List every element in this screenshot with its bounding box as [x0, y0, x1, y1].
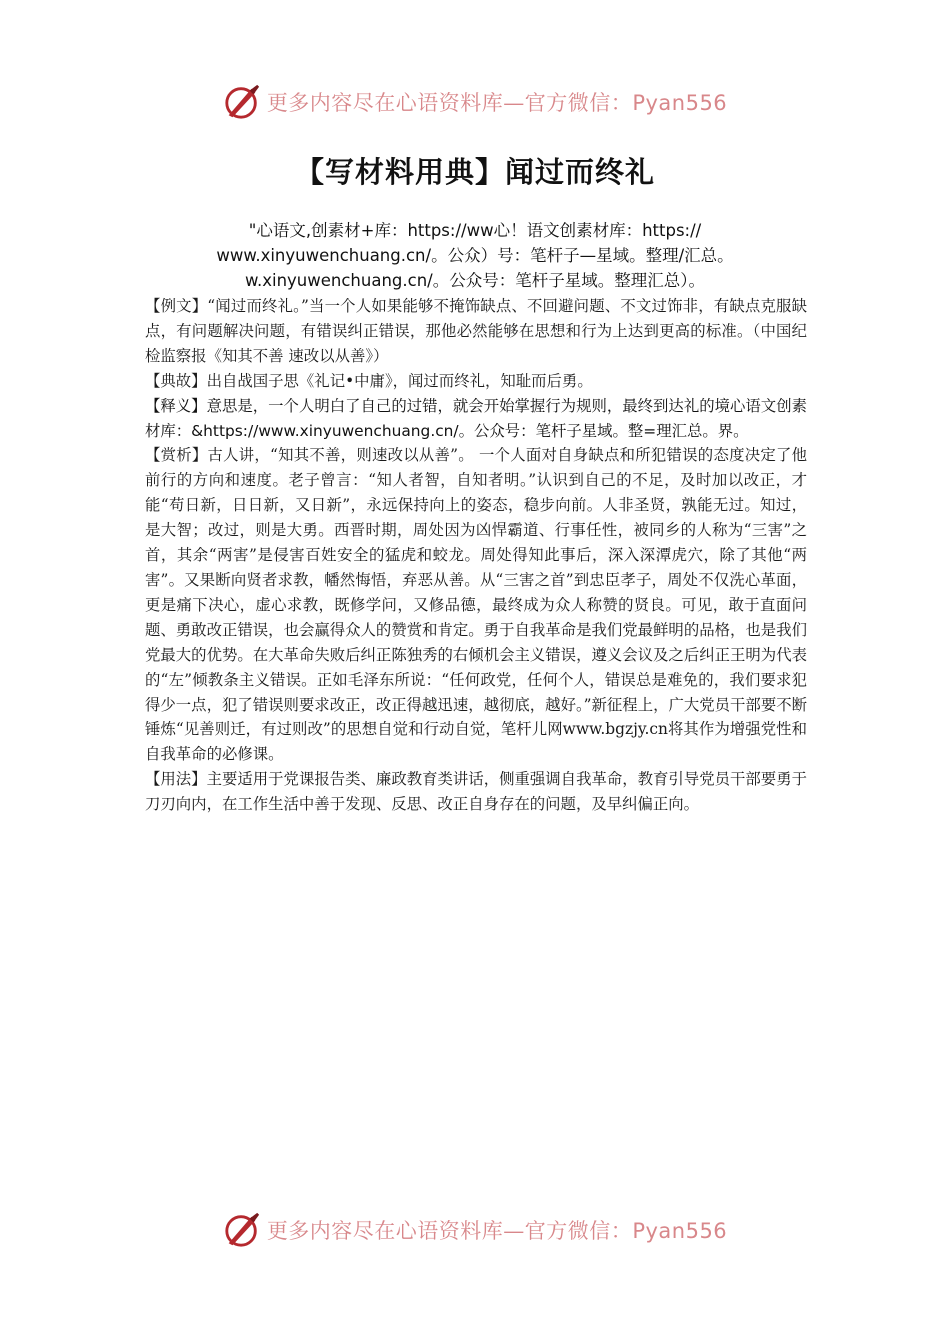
page-title: 【写材料用典】闻过而终礼 — [294, 155, 655, 189]
banner-label: 更多内容尽在心语资料库—官方微信： — [266, 91, 633, 115]
source-paragraph: 【典故】出自战国子思《礼记•中庸》，闻过而终礼，知耻而后勇。 — [145, 371, 593, 390]
wechat-id: Pyan556 — [632, 91, 728, 115]
meaning-paragraph: 【释义】意思是，一个人明白了自己的过错，就会开始掌握行为规则，最终到达礼的境心语文创素材库：&https://www.xinyuwenchuang.cn/。公众号：笔杆子星域。整=理汇总。界。 — [145, 396, 807, 440]
banner-text — [267, 1215, 727, 1245]
pen-logo-icon — [223, 1211, 261, 1249]
usage-paragraph: 【用法】主要适用于党课报告类、廉政教育类讲话，侧重强调自我革命，教育引导党员干部要勇于刀刃向内，在工作生活中善于发现、反思、改正自身存在的问题，及早纠偏正向。 — [145, 770, 807, 814]
source-note-line-3: w.xinyuwenchuang.cn/。公众号：笔杆子星域。整理汇总）。 — [245, 271, 705, 290]
header-banner — [0, 80, 950, 124]
wechat-id: Pyan556 — [632, 1219, 728, 1243]
article-body — [145, 294, 807, 817]
source-note — [145, 218, 805, 293]
source-note-line-1: "心语文,创素材+库：https://ww心！语文创素材库：https:// — [248, 221, 702, 240]
banner-text — [267, 87, 727, 117]
footer-banner — [0, 1208, 950, 1252]
source-note-line-2: www.xinyuwenchuang.cn/。公众）号：笔杆子—星域。整理/汇总。 — [216, 246, 734, 265]
example-paragraph: 【例文】“闻过而终礼。”当一个人如果能够不掩饰缺点、不回避问题、不文过饰非，有缺点克服缺点，有问题解决问题，有错误纠正错误，那他必然能够在思想和行为上达到更高的标准。（中国纪检监察报《知其不善 速改以从善》） — [145, 297, 807, 365]
banner-label: 更多内容尽在心语资料库—官方微信： — [266, 1219, 633, 1243]
pen-logo-icon — [223, 83, 261, 121]
analysis-paragraph: 【赏析】古人讲，“知其不善，则速改以从善”。 一个人面对自身缺点和所犯错误的态度决定了他前行的方向和速度。老子曾言：“知人者智，自知者明。”认识到自己的不足，及时加以改正，才能“苟日新，日日新，又日新”，永远保持向上的姿态，稳步向前。人非圣贤，孰能无过。知过，是大智；改过，则是大勇。西晋时期，周处因为凶悍霸道、行事任性，被同乡的人称为“三害”之首，其余“两害”是侵害百姓安全的猛虎和蛟龙。周处得知此事后，深入深潭虎穴，除了其他“两害”。又果断向贤者求教，幡然悔悟，弃恶从善。从“三害之首”到忠臣孝子，周处不仅洗心革面，更是痛下决心，虚心求教，既修学问，又修品德，最终成为众人称赞的贤良。可见，敢于直面问题、勇敢改正错误，也会赢得众人的赞赏和肯定。勇于自我革命是我们党最鲜明的品格，也是我们党最大的优势。在大革命失败后纠正陈独秀的右倾机会主义错误，遵义会议及之后纠正王明为代表的“左”倾教条主义错误。正如毛泽东所说：“任何政党，任何个人，错误总是难免的，我们要求犯得少一点，犯了错误则要求改正，改正得越迅速，越彻底，越好。”新征程上，广大党员干部要不断锤炼“见善则迁，有过则改”的思想自觉和行动自觉，笔杆儿网www.bgzjy.cn将其作为增强党性和自我革命的必修课。 — [145, 446, 807, 764]
